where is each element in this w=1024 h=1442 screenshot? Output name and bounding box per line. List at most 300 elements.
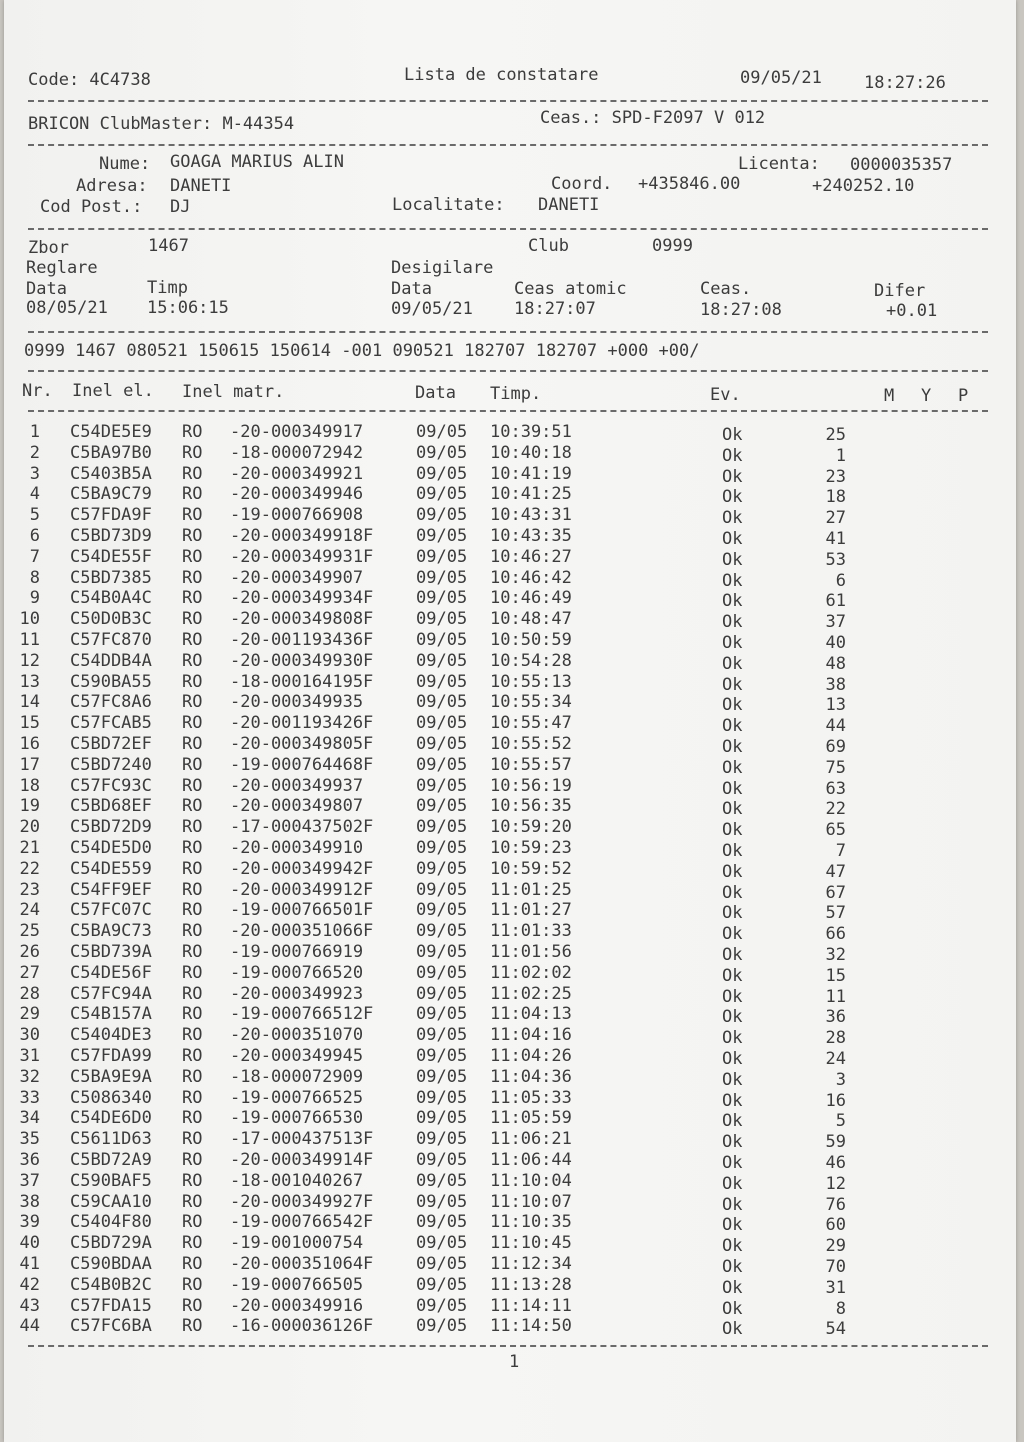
country-code: RO <box>182 588 203 609</box>
country-code: RO <box>182 1170 203 1191</box>
event-status: Ok <box>722 1215 743 1236</box>
country-code: RO <box>182 1046 203 1066</box>
country-code: RO <box>182 796 203 817</box>
table-row <box>4 651 1016 672</box>
clock-time: 18:27:08 <box>700 300 782 320</box>
ring-number: -20-000349942F <box>230 858 374 879</box>
arrival-date: 09/05 <box>416 1150 468 1170</box>
table-row <box>4 692 1016 716</box>
event-status: Ok <box>722 1111 743 1132</box>
arrival-date: 09/05 <box>416 838 468 858</box>
data-label: Data <box>26 279 67 299</box>
table-row <box>4 942 1016 963</box>
ring-number: -18-000164195F <box>230 671 374 692</box>
sequence-value: 69 <box>825 737 846 757</box>
arrival-time: 10:59:20 <box>490 817 572 838</box>
country-code: RO <box>182 692 203 713</box>
arrival-date: 09/05 <box>416 630 468 650</box>
table-row <box>4 713 1016 737</box>
country-code: RO <box>182 526 203 546</box>
arrival-date: 09/05 <box>416 1025 468 1046</box>
ring-number: -20-000349907 <box>230 567 364 588</box>
event-status: Ok <box>722 633 743 653</box>
table-row <box>4 859 1016 880</box>
event-status: Ok <box>722 1298 743 1319</box>
ring-number: -20-000349927F <box>230 1191 374 1212</box>
ring-number: -20-000349935 <box>230 692 364 713</box>
electronic-ring: C5BD72D9 <box>70 817 152 838</box>
column-header-data: Data <box>415 383 456 403</box>
arrival-date: 09/05 <box>416 567 468 588</box>
electronic-ring: C5BD72EF <box>70 734 152 754</box>
electronic-ring: C5404DE3 <box>70 1025 152 1046</box>
table-row <box>4 443 1016 464</box>
country-code: RO <box>182 1191 203 1212</box>
sequence-value: 54 <box>825 1319 846 1340</box>
row-number: 39 <box>19 1212 40 1233</box>
arrival-time: 11:02:02 <box>490 962 572 983</box>
sequence-value: 67 <box>825 882 846 903</box>
event-status: Ok <box>722 1277 743 1298</box>
owner-address: DANETI <box>170 176 232 196</box>
ring-number: -19-000764468F <box>230 754 374 775</box>
sequence-value: 63 <box>825 778 846 799</box>
sequence-value: 27 <box>825 508 846 529</box>
event-status: Ok <box>722 757 743 778</box>
event-status: Ok <box>722 695 743 716</box>
table-row <box>4 776 1016 797</box>
event-status: Ok <box>722 508 743 529</box>
row-number: 24 <box>19 900 40 921</box>
column-header-ev: Ev. <box>710 385 741 405</box>
event-status: Ok <box>722 1007 743 1028</box>
electronic-ring: C54B0A4C <box>70 588 152 609</box>
arrival-date: 09/05 <box>416 817 468 838</box>
country-code: RO <box>182 1066 203 1087</box>
arrival-time: 11:10:07 <box>490 1191 572 1212</box>
electronic-ring: C50D0B3C <box>70 609 152 630</box>
country-code: RO <box>182 1129 203 1150</box>
country-code: RO <box>182 817 203 838</box>
row-number: 28 <box>19 983 40 1004</box>
arrival-date: 09/05 <box>416 671 468 692</box>
table-row <box>4 984 1016 1005</box>
arrival-date: 09/05 <box>416 1212 468 1233</box>
ring-number: -19-000766542F <box>230 1212 374 1233</box>
sequence-value: 76 <box>825 1194 846 1215</box>
table-row <box>4 1233 1016 1257</box>
code-label: Code: 4C4738 <box>28 70 151 90</box>
sequence-value: 47 <box>825 861 846 882</box>
arrival-time: 10:46:42 <box>490 567 572 588</box>
electronic-ring: C5BD73D9 <box>70 526 152 546</box>
divider <box>28 410 988 412</box>
event-status: Ok <box>722 549 743 570</box>
country-code: RO <box>182 546 203 567</box>
row-number: 41 <box>19 1254 40 1274</box>
country-code: RO <box>182 1087 203 1108</box>
receipt-paper <box>4 0 1016 1442</box>
sequence-value: 11 <box>825 986 846 1007</box>
arrival-time: 11:04:26 <box>490 1046 572 1066</box>
coord-longitude: +240252.10 <box>812 176 915 196</box>
arrival-date: 09/05 <box>416 754 468 775</box>
name-label: Nume: <box>99 154 151 174</box>
electronic-ring: C590BA55 <box>70 671 152 692</box>
electronic-ring: C54DE55F <box>70 546 152 567</box>
table-row <box>4 1025 1016 1049</box>
zbor-number: 1467 <box>148 236 189 256</box>
arrival-time: 10:40:18 <box>490 442 572 463</box>
row-number: 40 <box>19 1233 40 1254</box>
sequence-value: 29 <box>825 1236 846 1257</box>
ring-number: -20-000349916 <box>230 1295 364 1316</box>
row-number: 33 <box>19 1087 40 1108</box>
electronic-ring: C54DE5E9 <box>70 422 152 442</box>
arrival-time: 11:01:56 <box>490 942 572 962</box>
timp-label: Timp <box>147 278 188 298</box>
table-row <box>4 484 1016 508</box>
table-row <box>4 817 1016 841</box>
country-code: RO <box>182 422 203 442</box>
country-code: RO <box>182 900 203 921</box>
row-number: 10 <box>19 609 40 630</box>
table-row <box>4 1129 1016 1153</box>
address-label: Adresa: <box>76 176 148 196</box>
arrival-time: 10:55:52 <box>490 734 572 754</box>
sequence-value: 23 <box>825 466 846 487</box>
ring-number: -20-000351070 <box>230 1025 364 1046</box>
table-row <box>4 588 1016 612</box>
event-status: Ok <box>722 591 743 612</box>
row-number: 6 <box>29 526 40 546</box>
sequence-value: 36 <box>825 1007 846 1028</box>
arrival-date: 09/05 <box>416 609 468 630</box>
coord-latitude: +435846.00 <box>638 174 741 194</box>
clock-label: Ceas. <box>700 279 752 299</box>
ring-number: -20-001193436F <box>230 630 374 650</box>
desigilare-label: Desigilare <box>391 258 494 278</box>
arrival-date: 09/05 <box>416 484 468 505</box>
arrival-time: 10:59:23 <box>490 838 572 858</box>
arrival-time: 10:46:27 <box>490 546 572 567</box>
ring-number: -17-000437502F <box>230 817 374 838</box>
electronic-ring: C5BD729A <box>70 1233 152 1254</box>
event-status: Ok <box>722 965 743 986</box>
table-row <box>4 547 1016 568</box>
column-header-m: M <box>884 386 895 406</box>
sequence-value: 57 <box>825 903 846 924</box>
country-code: RO <box>182 484 203 505</box>
country-code: RO <box>182 609 203 630</box>
arrival-time: 11:06:21 <box>490 1129 572 1150</box>
arrival-time: 10:55:13 <box>490 671 572 692</box>
arrival-time: 10:56:35 <box>490 796 572 817</box>
country-code: RO <box>182 1316 203 1337</box>
owner-postcode: DJ <box>170 197 191 217</box>
table-row <box>4 1004 1016 1028</box>
ring-number: -18-000072909 <box>230 1066 364 1087</box>
arrival-date: 09/05 <box>416 1295 468 1316</box>
electronic-ring: C5BD7385 <box>70 567 152 588</box>
arrival-date: 09/05 <box>416 962 468 983</box>
ring-number: -20-000349937 <box>230 775 364 796</box>
country-code: RO <box>182 942 203 962</box>
event-status: Ok <box>722 799 743 820</box>
table-row <box>4 755 1016 776</box>
event-status: Ok <box>722 653 743 674</box>
electronic-ring: C59CAA10 <box>70 1191 152 1212</box>
event-status: Ok <box>722 1028 743 1049</box>
arrival-date: 09/05 <box>416 983 468 1004</box>
row-number: 22 <box>19 858 40 879</box>
coord-label: Coord. <box>551 174 613 194</box>
table-row <box>4 1212 1016 1236</box>
sequence-value: 32 <box>825 945 846 965</box>
header-time: 18:27:26 <box>864 73 946 93</box>
electronic-ring: C57FC8A6 <box>70 692 152 713</box>
event-status: Ok <box>722 820 743 841</box>
arrival-time: 11:10:04 <box>490 1170 572 1191</box>
arrival-time: 10:56:19 <box>490 775 572 796</box>
sequence-value: 46 <box>825 1153 846 1173</box>
electronic-ring: C5BA9E9A <box>70 1066 152 1087</box>
arrival-date: 09/05 <box>416 463 468 484</box>
arrival-date: 09/05 <box>416 588 468 609</box>
table-row <box>4 1046 1016 1067</box>
event-status: Ok <box>722 1173 743 1194</box>
country-code: RO <box>182 567 203 588</box>
arrival-date: 09/05 <box>416 775 468 796</box>
table-row <box>4 1316 1016 1340</box>
sequence-value: 1 <box>835 445 846 466</box>
country-code: RO <box>182 879 203 900</box>
electronic-ring: C57FC93C <box>70 775 152 796</box>
table-row <box>4 900 1016 924</box>
column-header-inel-matr: Inel matr. <box>182 382 285 402</box>
ring-number: -18-001040267 <box>230 1170 364 1191</box>
country-code: RO <box>182 671 203 692</box>
ring-number: -20-000351066F <box>230 921 374 942</box>
country-code: RO <box>182 1254 203 1274</box>
column-header-inel-el: Inel el. <box>72 381 154 401</box>
ring-number: -17-000437513F <box>230 1129 374 1150</box>
event-status: Ok <box>722 1194 743 1215</box>
electronic-ring: C54DDB4A <box>70 650 152 671</box>
sequence-value: 61 <box>825 591 846 612</box>
ring-number: -19-000766501F <box>230 900 374 921</box>
event-status: Ok <box>722 1132 743 1153</box>
ring-number: -18-000072942 <box>230 442 364 463</box>
arrival-time: 10:46:49 <box>490 588 572 609</box>
header-date: 09/05/21 <box>740 68 822 88</box>
row-number: 42 <box>19 1274 40 1295</box>
event-status: Ok <box>722 1090 743 1111</box>
sequence-value: 28 <box>825 1028 846 1049</box>
arrival-date: 09/05 <box>416 734 468 754</box>
ring-number: -20-000349910 <box>230 838 364 858</box>
ring-number: -20-001193426F <box>230 713 374 734</box>
table-row <box>4 1192 1016 1213</box>
country-code: RO <box>182 1108 203 1129</box>
table-row <box>4 422 1016 443</box>
electronic-ring: C5BD739A <box>70 942 152 962</box>
country-code: RO <box>182 1295 203 1316</box>
row-number: 12 <box>19 650 40 671</box>
column-header-nr: Nr. <box>22 381 53 401</box>
arrival-time: 11:06:44 <box>490 1150 572 1170</box>
event-status: Ok <box>722 1257 743 1277</box>
ring-number: -20-000349930F <box>230 650 374 671</box>
row-number: 15 <box>19 713 40 734</box>
sequence-value: 12 <box>825 1173 846 1194</box>
sequence-value: 59 <box>825 1132 846 1153</box>
country-code: RO <box>182 838 203 858</box>
sequence-value: 31 <box>825 1277 846 1298</box>
code-line: 0999 1467 080521 150615 150614 -001 090521 182707 182707 +000 +00/ <box>24 341 700 361</box>
electronic-ring: C57FDA99 <box>70 1046 152 1066</box>
sequence-value: 66 <box>825 924 846 945</box>
club-number: 0999 <box>652 236 693 256</box>
license-label: Licenta: <box>738 154 820 174</box>
electronic-ring: C590BDAA <box>70 1254 152 1274</box>
arrival-date: 09/05 <box>416 1004 468 1025</box>
difference-label: Difer <box>874 281 926 301</box>
table-row <box>4 526 1016 547</box>
country-code: RO <box>182 983 203 1004</box>
country-code: RO <box>182 442 203 463</box>
reglare-label: Reglare <box>26 258 98 278</box>
ring-number: -20-000349808F <box>230 609 374 630</box>
sequence-value: 5 <box>835 1111 846 1132</box>
electronic-ring: C57FDA15 <box>70 1295 152 1316</box>
event-status: Ok <box>722 425 743 445</box>
sequence-value: 75 <box>825 757 846 778</box>
ring-number: -16-000036126F <box>230 1316 374 1337</box>
row-number: 36 <box>19 1150 40 1170</box>
country-code: RO <box>182 505 203 526</box>
divider <box>28 144 988 146</box>
arrival-time: 11:02:25 <box>490 983 572 1004</box>
arrival-time: 10:55:47 <box>490 713 572 734</box>
sequence-value: 60 <box>825 1215 846 1236</box>
table-row <box>4 1171 1016 1192</box>
arrival-time: 10:43:35 <box>490 526 572 546</box>
sequence-value: 15 <box>825 965 846 986</box>
electronic-ring: C5611D63 <box>70 1129 152 1150</box>
event-status: Ok <box>722 674 743 695</box>
arrival-time: 10:55:57 <box>490 754 572 775</box>
row-number: 29 <box>19 1004 40 1025</box>
row-number: 31 <box>19 1046 40 1066</box>
row-number: 11 <box>19 630 40 650</box>
row-number: 23 <box>19 879 40 900</box>
arrival-time: 11:12:34 <box>490 1254 572 1274</box>
table-row <box>4 880 1016 901</box>
table-row <box>4 1275 1016 1296</box>
country-code: RO <box>182 1025 203 1046</box>
ring-number: -20-000349917 <box>230 422 364 442</box>
table-row <box>4 734 1016 755</box>
event-status: Ok <box>722 986 743 1007</box>
sequence-value: 16 <box>825 1090 846 1111</box>
row-number: 1 <box>29 422 40 442</box>
country-code: RO <box>182 463 203 484</box>
row-number: 38 <box>19 1191 40 1212</box>
arrival-time: 10:48:47 <box>490 609 572 630</box>
data-label-2: Data <box>391 279 432 299</box>
event-status: Ok <box>722 841 743 861</box>
atomic-clock-label: Ceas atomic <box>514 279 627 299</box>
sequence-value: 70 <box>825 1257 846 1277</box>
row-number: 3 <box>29 463 40 484</box>
arrival-date: 09/05 <box>416 442 468 463</box>
row-number: 34 <box>19 1108 40 1129</box>
row-number: 43 <box>19 1295 40 1316</box>
event-status: Ok <box>722 882 743 903</box>
zbor-label: Zbor <box>28 238 69 258</box>
event-status: Ok <box>722 445 743 466</box>
arrival-time: 11:01:27 <box>490 900 572 921</box>
arrival-date: 09/05 <box>416 796 468 817</box>
sequence-value: 6 <box>835 570 846 591</box>
ring-number: -20-000349945 <box>230 1046 364 1066</box>
arrival-time: 11:01:33 <box>490 921 572 942</box>
table-row <box>4 464 1016 485</box>
table-row <box>4 609 1016 633</box>
row-number: 9 <box>29 588 40 609</box>
ring-number: -20-000349931F <box>230 546 374 567</box>
arrival-date: 09/05 <box>416 1233 468 1254</box>
arrival-date: 09/05 <box>416 1087 468 1108</box>
ring-number: -19-000766919 <box>230 942 364 962</box>
country-code: RO <box>182 734 203 754</box>
document-title: Lista de constatare <box>404 65 599 85</box>
electronic-ring: C5BA97B0 <box>70 442 152 463</box>
arrival-date: 09/05 <box>416 1066 468 1087</box>
row-number: 35 <box>19 1129 40 1150</box>
arrival-time: 10:43:31 <box>490 505 572 526</box>
owner-name: GOAGA MARIUS ALIN <box>170 152 344 172</box>
arrival-date: 09/05 <box>416 1170 468 1191</box>
ring-number: -20-000351064F <box>230 1254 374 1274</box>
arrival-time: 11:10:35 <box>490 1212 572 1233</box>
electronic-ring: C57FC94A <box>70 983 152 1004</box>
arrival-date: 09/05 <box>416 1191 468 1212</box>
arrival-time: 11:05:33 <box>490 1087 572 1108</box>
country-code: RO <box>182 1274 203 1295</box>
ring-number: -20-000349923 <box>230 983 364 1004</box>
arrival-time: 11:14:11 <box>490 1295 572 1316</box>
ring-number: -19-000766520 <box>230 962 364 983</box>
locality-label: Localitate: <box>392 195 505 215</box>
table-row <box>4 1088 1016 1109</box>
arrival-date: 09/05 <box>416 1046 468 1066</box>
arrival-date: 09/05 <box>416 942 468 962</box>
row-number: 37 <box>19 1170 40 1191</box>
event-status: Ok <box>722 529 743 549</box>
reglare-time: 15:06:15 <box>147 298 229 318</box>
table-row <box>4 838 1016 859</box>
event-status: Ok <box>722 1069 743 1090</box>
row-number: 19 <box>19 796 40 817</box>
row-number: 13 <box>19 671 40 692</box>
event-status: Ok <box>722 1236 743 1257</box>
ring-number: -19-000766512F <box>230 1004 374 1025</box>
ring-number: -19-000766530 <box>230 1108 364 1129</box>
row-number: 18 <box>19 775 40 796</box>
owner-locality: DANETI <box>538 195 600 215</box>
